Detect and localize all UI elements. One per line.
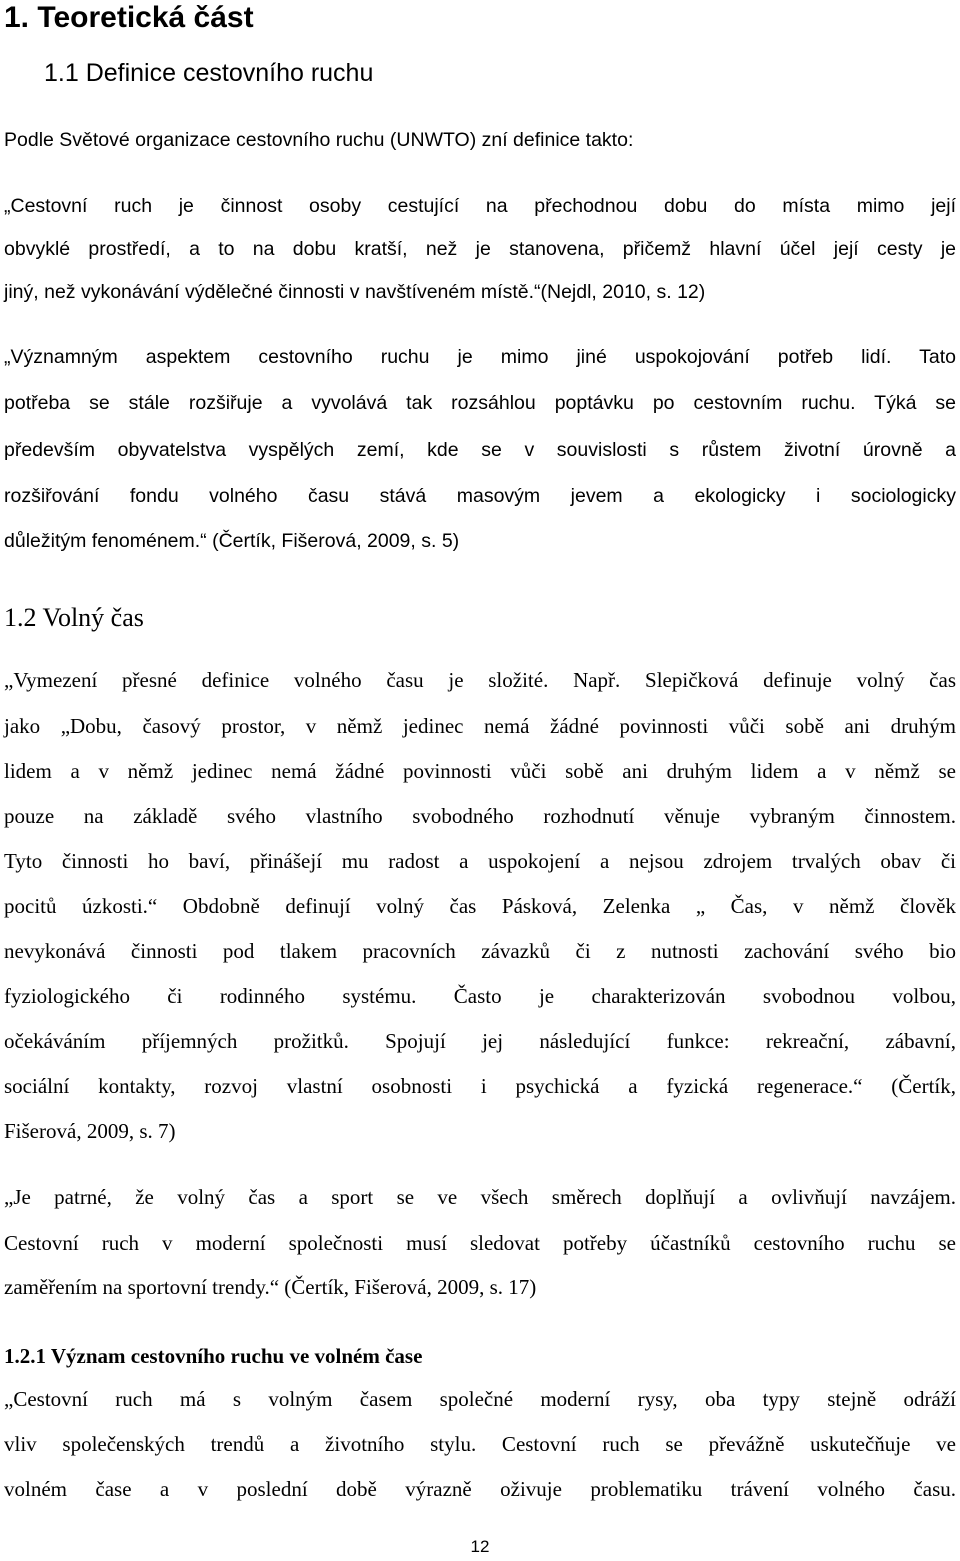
leisure-paragraph-line-2: jako „Dobu, časový prostor, v němž jedinec nemá žádné povinnosti vůči sobě ani druhým [4,714,956,738]
quote-2-line-4: rozšiřování fondu volného času stává masovým jevem a ekologicky i sociologicky [4,485,956,507]
quote-1-line-1: „Cestovní ruch je činnost osoby cestující na přechodnou dobu do místa mimo její [4,195,956,217]
section-heading-1-2-1: 1.2.1 Význam cestovního ruchu ve volném čase [4,1344,423,1368]
section-heading-1-2: 1.2 Volný čas [4,603,144,632]
leisure-paragraph-line-3: lidem a v němž jedinec nemá žádné povinnosti vůči sobě ani druhým lidem a v němž se [4,759,956,783]
sport-paragraph-line-3: zaměřením na sportovní trendy.“ (Čertík, Fišerová, 2009, s. 17) [4,1275,537,1299]
chapter-heading: 1. Teoretická část [4,1,254,34]
quote-2-line-5: důležitým fenoménem.“ (Čertík, Fišerová, 2009, s. 5) [4,530,460,552]
significance-paragraph-line-1: „Cestovní ruch má s volným časem společné moderní rysy, oba typy stejně odráží [4,1387,956,1411]
leisure-paragraph-line-10: sociální kontakty, rozvoj vlastní osobnosti i psychická a fyzická regenerace.“ (Čertík, [4,1074,956,1098]
quote-2-line-3: především obyvatelstva vyspělých zemí, kde se v souvislosti s růstem životní úrovně a [4,439,956,461]
page-number: 12 [470,1537,490,1556]
leisure-paragraph-line-1: „Vymezení přesné definice volného času je složité. Např. Slepičková definuje volný čas [4,668,956,692]
sport-paragraph-line-2: Cestovní ruch v moderní společnosti musí sledovat potřeby účastníků cestovního ruchu se [4,1231,956,1255]
leisure-paragraph-line-11: Fišerová, 2009, s. 7) [4,1119,176,1143]
leisure-paragraph-line-5: Tyto činnosti ho baví, přinášejí mu radost a uspokojení a nejsou zdrojem trvalých obav či [4,849,956,873]
section-heading-1-1: 1.1 Definice cestovního ruchu [44,59,374,87]
leisure-paragraph-line-9: očekáváním příjemných prožitků. Spojují jej následující funkce: rekreační, zábavní, [4,1029,956,1053]
significance-paragraph-line-2: vliv společenských trendů a životního stylu. Cestovní ruch se převážně uskutečňuje ve [4,1432,956,1456]
sport-paragraph-line-1: „Je patrné, že volný čas a sport se ve všech směrech doplňují a ovlivňují navzájem. [4,1185,956,1209]
quote-2-line-2: potřeba se stále rozšiřuje a vyvolává tak rozsáhlou poptávku po cestovním ruchu. Týká se [4,392,956,414]
quote-1-line-3: jiný, než vykonávání výdělečné činnosti v navštíveném místě.“(Nejdl, 2010, s. 12) [4,281,706,303]
leisure-paragraph-line-4: pouze na základě svého vlastního svobodného rozhodnutí věnuje vybraným činnostem. [4,804,956,828]
quote-2-line-1: „Významným aspektem cestovního ruchu je mimo jiné uspokojování potřeb lidí. Tato [4,346,956,368]
intro-line: Podle Světové organizace cestovního ruchu (UNWTO) zní definice takto: [4,129,634,151]
leisure-paragraph-line-7: nevykonává činnosti pod tlakem pracovních závazků či z nutnosti zachování svého bio [4,939,956,963]
quote-1-line-2: obvyklé prostředí, a to na dobu kratší, než je stanovena, přičemž hlavní účel její cesty je [4,238,956,260]
leisure-paragraph-line-8: fyziologického či rodinného systému. Často je charakterizován svobodnou volbou, [4,984,956,1008]
significance-paragraph-line-3: volném čase a v poslední době výrazně oživuje problematiku trávení volného času. [4,1477,956,1501]
leisure-paragraph-line-6: pocitů úzkosti.“ Obdobně definují volný čas Pásková, Zelenka „ Čas, v němž člověk [4,894,956,918]
